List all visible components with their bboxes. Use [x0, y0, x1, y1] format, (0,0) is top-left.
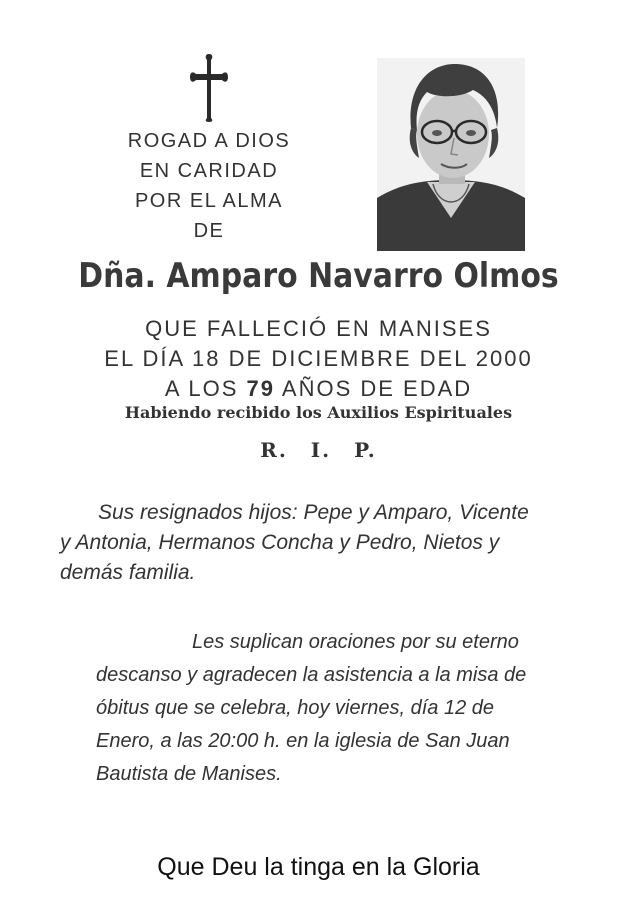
- death-place: QUE FALLECIÓ EN MANISES: [145, 316, 492, 341]
- mass-paragraph: [96, 626, 556, 791]
- prayer-line: DE: [193, 220, 225, 242]
- prayer-line: ROGAD A DIOS: [127, 130, 291, 152]
- portrait-photo: [377, 58, 525, 251]
- age-value: 79: [246, 376, 276, 401]
- age-prefix: A LOS: [164, 376, 239, 401]
- prayer-line: POR EL ALMA: [134, 190, 284, 212]
- family-line: y Antonia, Hermanos Concha y Pedro, Nietos y: [60, 531, 500, 554]
- family-line: demás familia.: [60, 561, 196, 584]
- family-paragraph: [60, 498, 555, 588]
- death-date: EL DÍA 18 DE DICIEMBRE DEL 2000: [104, 346, 533, 371]
- cross-icon: [188, 52, 230, 124]
- prayer-line: EN CARIDAD: [139, 160, 279, 182]
- family-line: Sus resignados hijos: Pepe y Amparo, Vicente: [98, 501, 529, 524]
- age-suffix: AÑOS DE EDAD: [281, 376, 473, 401]
- mass-line: Les suplican oraciones por su eterno: [192, 631, 519, 653]
- rip-text: R. I. P.: [260, 438, 377, 462]
- death-age-line: [0, 374, 637, 404]
- deceased-name: Dña. Amparo Navarro Olmos: [78, 256, 559, 296]
- sacraments-note: Habiendo recibido los Auxilios Espirituales: [124, 403, 513, 422]
- mass-line: Bautista de Manises.: [96, 763, 282, 785]
- mass-line: descanso y agradecen la asistencia a la misa de: [96, 664, 527, 686]
- death-details: [0, 314, 637, 404]
- prayer-intro: [96, 126, 322, 246]
- mass-line: óbitus que se celebra, hoy viernes, día 12 de: [96, 697, 495, 719]
- mass-line: Enero, a las 20:00 h. en la iglesia de San Juan: [96, 730, 510, 752]
- closing-blessing: Que Deu la tinga en la Gloria: [157, 853, 480, 881]
